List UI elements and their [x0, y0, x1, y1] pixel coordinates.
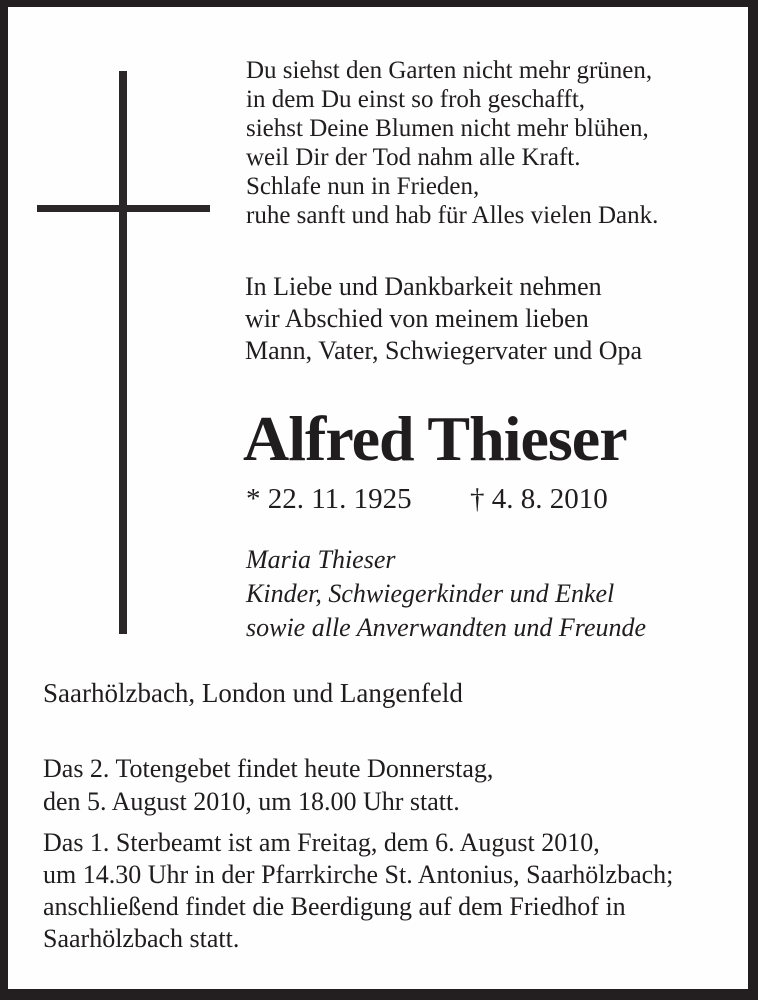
sterbeamt-line: anschließend findet die Beerdigung auf dem Friedhof in [43, 892, 626, 921]
poem-line: in dem Du einst so froh geschafft, [246, 86, 586, 113]
farewell-intro [245, 271, 642, 367]
intro-line: wir Abschied von meinem lieben [245, 304, 589, 333]
poem-line: ruhe sanft und hab für Alles vielen Dank. [246, 202, 659, 229]
birth-date: * 22. 11. 1925 [246, 483, 412, 515]
intro-line: Mann, Vater, Schwiegervater und Opa [245, 336, 643, 365]
cross-horizontal-bar [37, 205, 210, 212]
death-date: † 4. 8. 2010 [470, 483, 608, 515]
mourner-line: sowie alle Anverwandten und Freunde [246, 613, 647, 642]
poem-line: siehst Deine Blumen nicht mehr blühen, [246, 115, 649, 142]
deceased-name: Alfred Thieser [243, 403, 627, 474]
mourner-line: Maria Thieser [246, 545, 396, 574]
frame-border-top [0, 0, 758, 7]
totengebet-line: Das 2. Totengebet findet heute Donnerstag, [43, 754, 494, 783]
sterbeamt-line: Das 1. Sterbeamt ist am Freitag, dem 6. August 2010, [43, 828, 600, 857]
life-dates [246, 482, 608, 516]
totengebet-announcement [43, 752, 493, 818]
cross-vertical-bar [119, 71, 127, 634]
family-locations: Saarhölzbach, London und Langenfeld [43, 678, 463, 708]
poem-line: Du siehst den Garten nicht mehr grünen, [246, 57, 653, 84]
sterbeamt-line: Saarhölzbach statt. [43, 924, 240, 953]
sterbeamt-announcement [43, 827, 673, 955]
frame-border-bottom [0, 989, 758, 1000]
totengebet-line: den 5. August 2010, um 18.00 Uhr statt. [43, 787, 460, 816]
memorial-poem [246, 56, 658, 230]
poem-line: weil Dir der Tod nahm alle Kraft. [246, 144, 581, 171]
poem-line: Schlafe nun in Frieden, [246, 173, 480, 200]
sterbeamt-line: um 14.30 Uhr in der Pfarrkirche St. Antonius, Saarhölzbach; [43, 860, 674, 889]
frame-border-left [0, 0, 8, 1000]
mourner-line: Kinder, Schwiegerkinder und Enkel [246, 579, 615, 608]
mourners-list [246, 543, 646, 645]
intro-line: In Liebe und Dankbarkeit nehmen [245, 272, 602, 301]
frame-border-right [748, 0, 758, 1000]
